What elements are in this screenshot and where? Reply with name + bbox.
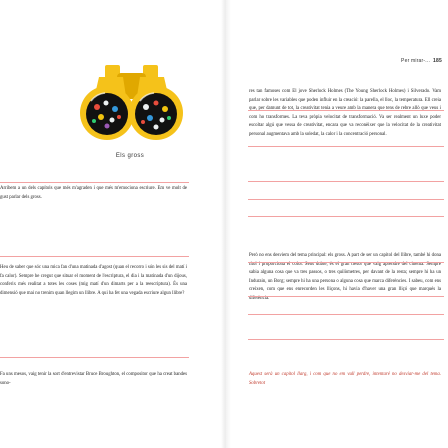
book-gutter [221, 0, 231, 448]
divider-line [248, 296, 444, 297]
divider-line [248, 146, 444, 147]
divider-line [0, 182, 189, 183]
page-number: 185 [433, 58, 442, 64]
binoculars-illustration [79, 63, 184, 143]
divider-line [248, 262, 444, 263]
divider-line [248, 110, 444, 111]
figure-caption: Els gross [115, 153, 145, 159]
divider-line [248, 314, 444, 315]
divider-line [248, 181, 444, 182]
divider-line [0, 357, 189, 358]
divider-line [248, 216, 444, 217]
divider-line [248, 199, 444, 200]
divider-line [248, 339, 444, 340]
left-paragraph-3: Fa uns mesos, vaig tenir la sort d'entrevistar Bruce Broughton, el compositor que ha creat bandes sono- [0, 372, 187, 386]
running-header [401, 58, 442, 64]
right-paragraph-2: Però no ens desviem del tema principal: els gross. A part de ser un capítol del llibre, també hi dona títol i proporciona el color. Sens dubte, és el gran tresor que vaig aprendre del cinema. Sempre sabia alguna cosa que va tres passos, o tres quilòmetres, per davant de la resta; sempre hi ha un Indurain, un Borg; sempre hi ha una persona o alguna cosa que marca diferències. I sabeu, com ens creixen, com que ens enrecorden les lliçons, hi havia d'haver una gran lliçó que marqués la diferència. [249, 253, 441, 301]
right-quote: Aquest serà un capítol llarg, i com que no em vull perdre, intentaré no desviar-me del tema. Sobretot [249, 372, 441, 386]
right-paragraph-1: res tan famoses com El jove Sherlock Holmes (The Young Sherlock Holmes) i Silverado. Vam parlar sobre les variables que poden influir en la creació: la parella, el lloc, la temperatura. Ell creia que, per damunt de tot, la creativitat tenia a veure amb la manera que tens de rebre allò que veus i com ho transformes. La teva pròpia velocitat de transformació. Va ser realment un luxe poder escoltar algú que vessa de creativitat, encara que va reconèixer que la velocitat de la creativitat personal augmentava amb la soledat, la calor i la concentració personal. [249, 89, 441, 137]
chapter-title: Per mirar-... [401, 58, 431, 64]
left-paragraph-1: Arribem a un dels capítols que més m'agraden i que més m'emociona escriure. Em ve molt de gust parlar dels gross. [0, 186, 187, 200]
divider-line [0, 256, 189, 257]
left-paragraph-2: Heu de saber que sóc una mica fan d'una matinada d'agost (quan el recorro i són les sis del matí i fa calor). Sempre he cregut que situar el moment de l'escriptura, el dia i la matinada d'un dijous, conferix més realitat a totes les coses (mig matí d'un dimarts per a la reescriptura). És una dimensió que mai no trenim quan llegim un llibre. A qui ha fet una vegada escriure algun llibre? [0, 265, 187, 296]
